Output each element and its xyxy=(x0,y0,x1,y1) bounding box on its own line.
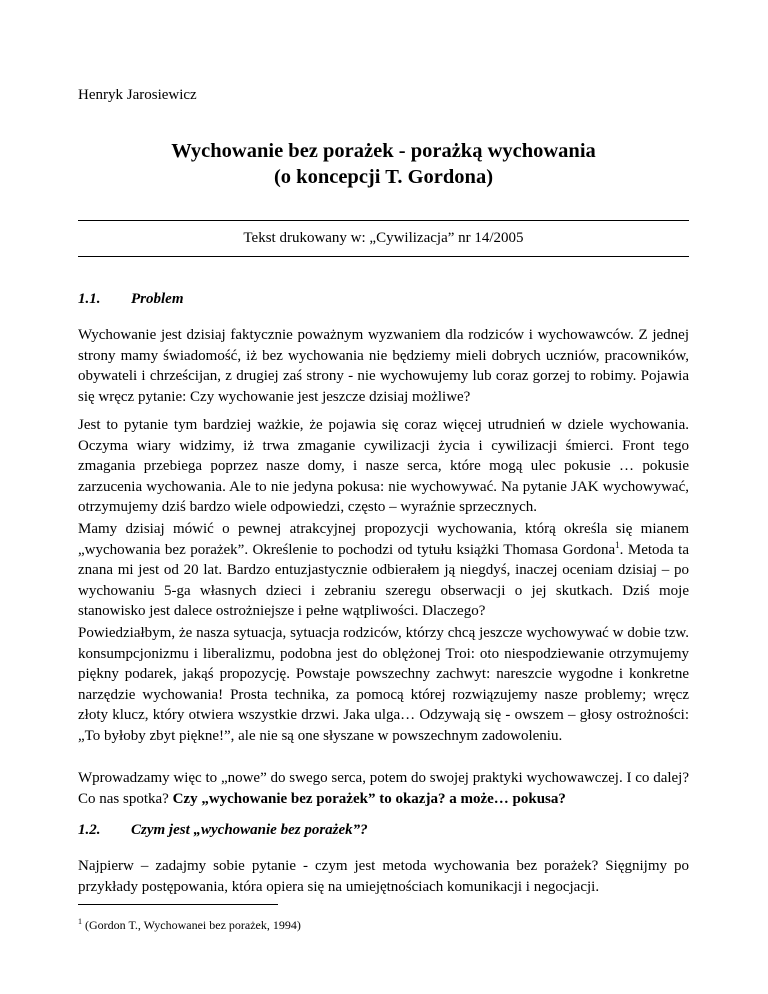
section-title: Czym jest „wychowanie bez porażek”? xyxy=(131,822,368,838)
paragraph: Wychowanie jest dzisiaj faktycznie poważnym wyzwaniem dla rodziców i wychowawców. Z jednej strony mamy świadomość, iż bez wychowania nie będziemy mieli dobrych uczniów, pracowników, obywateli i chrześcijan, z drugiej zaś strony - nie wychowujemy lub coraz gorzej to robimy. Pojawia się wręcz pytanie: Czy wychowanie jest jeszcze dzisiaj możliwe? xyxy=(78,327,689,405)
paragraph xyxy=(78,768,689,809)
footnote xyxy=(78,918,301,933)
publication-note: Tekst drukowany w: „Cywilizacja” nr 14/2005 xyxy=(243,230,524,246)
footnote-divider xyxy=(78,904,278,905)
title-line-1: Wychowanie bez porażek - porażką wychowania xyxy=(171,140,596,162)
paragraph: Najpierw – zadajmy sobie pytanie - czym jest metoda wychowania bez porażek? Sięgnijmy po przykłady postępowania, która opiera się na umiejętnościach komunikacji i negocjacji. xyxy=(78,858,689,895)
title-line-2: (o koncepcji T. Gordona) xyxy=(273,166,494,188)
footnote-mark: 1 xyxy=(78,917,82,926)
author-name: Henryk Jarosiewicz xyxy=(78,87,197,103)
paragraph-text: Wprowadzamy więc to „nowe” do swego serca, potem do swojej praktyki wychowawczej. I co dalej? Co nas spotka? xyxy=(78,770,689,807)
section-heading-1-1 xyxy=(78,291,184,308)
emphasized-question: Czy „wychowanie bez porażek” to okazja? a może… pokusa? xyxy=(172,790,566,807)
paragraph: Jest to pytanie tym bardziej ważkie, że pojawia się coraz więcej utrudnień w dziele wychowania. Oczyma wiary widzimy, iż trwa zmaganie cywilizacji życia i cywilizacji śmierci. Front tego zmagania przebiega poprzez nasze domy, i nasze serca, które mogą ulec pokusie … pokusie zarzucenia wychowania. Ale to nie jedyna pokusa: nie wychowywać. Na pytanie JAK wychowywać, otrzymujemy dziś bardzo wiele odpowiedzi, często – wyraźnie sprzecznych. xyxy=(78,417,689,515)
paragraph-text: Mamy dzisiaj mówić o pewnej atrakcyjnej propozycji wychowania, którą określa się mianem „wychowania bez porażek”. Określenie to pochodzi od tytułu książki Thomasa Gordona xyxy=(78,521,689,558)
paragraph xyxy=(78,519,689,622)
publication-note-box xyxy=(78,220,689,257)
section-number: 1.1. xyxy=(78,291,101,307)
section-title: Problem xyxy=(131,291,184,307)
section-heading-1-2 xyxy=(78,822,368,839)
document-title xyxy=(78,138,689,190)
paragraph: Powiedziałbym, że nasza sytuacja, sytuacja rodziców, którzy chcą jeszcze wychowywać w dobie tzw. konsumpcjonizmu i liberalizmu, podobna jest do oblężonej Troi: oto niespodziewanie otrzymujemy piękny podarek, jakąś propozycję. Powstaje powszechny zachwyt: nareszcie wygodne i konkretne narzędzie wychowania! Prosta technika, za pomocą której rozwiązujemy nasze problemy; wręcz złoty klucz, który otwiera wszystkie drzwi. Jaka ulga… Odzywają się - owszem – głosy ostrożności: „To byłoby zbyt piękne!”, ale nie są one słyszane w powszechnym zadowoleniu. xyxy=(78,625,689,744)
section-number: 1.2. xyxy=(78,822,101,838)
footnote-text: (Gordon T., Wychowanei bez porażek, 1994) xyxy=(85,918,301,932)
footnote-reference[interactable]: 1 xyxy=(615,539,620,550)
paragraph-text: . Metoda ta znana mi jest od 20 lat. Bardzo entuzjastycznie odbierałem ją niegdyś, inaczej oceniam dzisiaj – po wychowaniu 5-ga własnych dzieci i zebraniu szeregu obserwacji o jej skutkach. Dziś moje stanowisko jest dalece ostrożniejsze i pełne wątpliwości. Dlaczego? xyxy=(78,541,689,619)
